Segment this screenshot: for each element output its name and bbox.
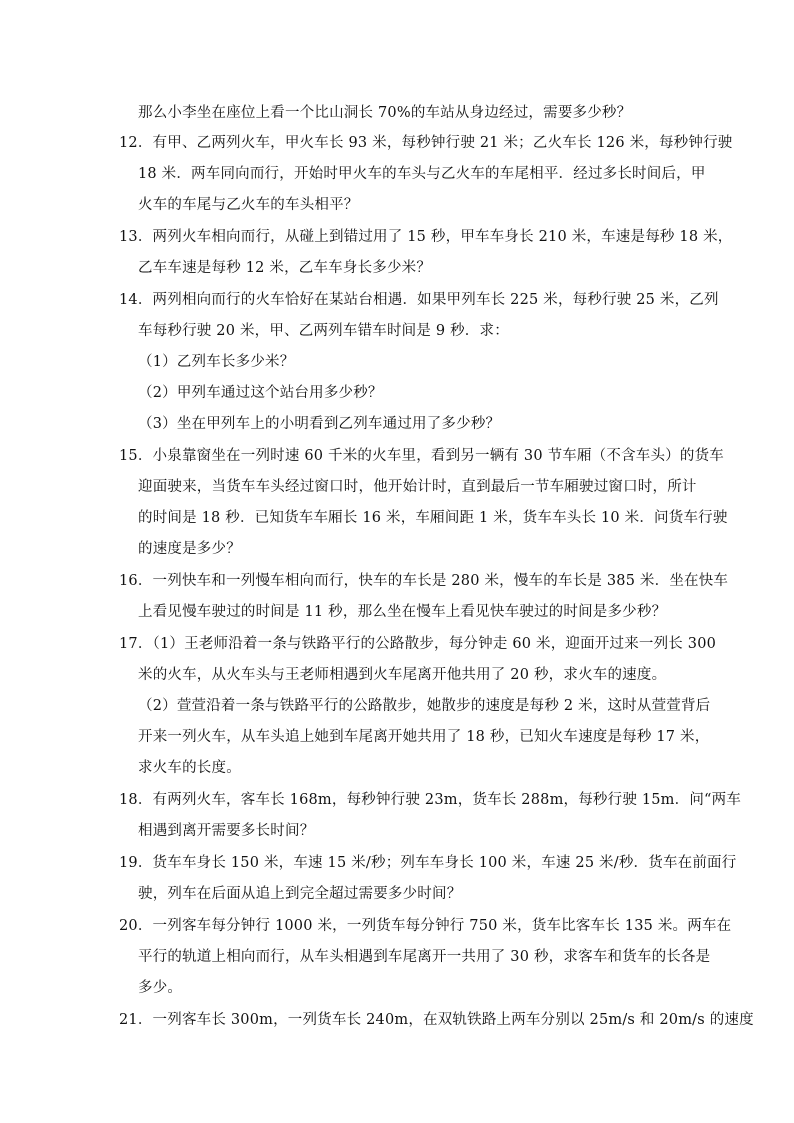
text-line: 驶，列车在后面从追上到完全超过需要多少时间？	[138, 886, 462, 902]
text-line: 车每秒行驶 20 米，甲、乙两列车错车时间是 9 秒．求：	[138, 323, 509, 339]
text-line: 米的火车，从火车头与王老师相遇到火车尾离开他共用了 20 秒，求火车的速度。	[138, 667, 667, 683]
sub-question: （2）萱萱沿着一条与铁路平行的公路散步，她散步的速度是每秒 2 米，这时从萱萱背后	[138, 698, 711, 714]
text-line: 的时间是 18 秒．已知货车车厢长 16 米，车厢间距 1 米，货车车头长 10 米．问货车行驶	[138, 510, 728, 526]
problem-17-line: 17．（1）王老师沿着一条与铁路平行的公路散步，每分钟走 60 米，迎面开过来一列长 300	[119, 636, 717, 652]
sub-question: （2）甲列车通过这个站台用多少秒？	[138, 385, 383, 401]
text-line: 那么小李坐在座位上看一个比山洞长 70%的车站从身边经过，需要多少秒？	[138, 105, 632, 121]
text-line: 的速度是多少？	[138, 541, 241, 557]
problem-12-line: 12．有甲、乙两列火车，甲火车长 93 米，每秒钟行驶 21 米；乙火车长 126 米，每秒钟行驶	[119, 135, 733, 151]
problem-13-line: 13．两列火车相向而行，从碰上到错过用了 15 秒，甲车车身长 210 米，车速是每秒 18 米，	[119, 229, 733, 245]
problem-21-line: 21．一列客车长 300m，一列货车长 240m，在双轨铁路上两车分别以 25m/s 和 20m/s 的速度	[119, 1012, 754, 1028]
text-line: 开来一列火车，从车头追上她到车尾离开她共用了 18 秒，已知火车速度是每秒 17 米，	[138, 729, 710, 745]
sub-question: （3）坐在甲列车上的小明看到乙列车通过用了多少秒？	[138, 416, 501, 432]
text-line: 求火车的长度。	[138, 760, 241, 776]
problem-18-line: 18．有两列火车，客车长 168m，每秒钟行驶 23m，货车长 288m，每秒行驶 15m．问“两车	[119, 792, 742, 808]
text-line: 平行的轨道上相向而行，从车头相遇到车尾离开一共用了 30 秒，求客车和货车的长各是	[138, 949, 711, 965]
problem-20-line: 20．一列客车每分钟行 1000 米，一列货车每分钟行 750 米，货车比客车长 135 米。两车在	[119, 918, 732, 934]
problem-15-line: 15．小泉靠窗坐在一列时速 60 千米的火车里，看到另一辆有 30 节车厢（不含车头）的货车	[119, 448, 724, 464]
text-line: 火车的车尾与乙火车的车头相平？	[138, 197, 359, 213]
text-line: 乙车车速是每秒 12 米，乙车车身长多少米？	[138, 260, 432, 276]
text-line: 多少。	[138, 980, 183, 996]
problem-16-line: 16．一列快车和一列慢车相向而行，快车的车长是 280 米，慢车的车长是 385 米．坐在快车	[119, 573, 729, 589]
problem-19-line: 19．货车车身长 150 米，车速 15 米/秒；列车车身长 100 米，车速 25 米/秒．货车在前面行	[119, 855, 737, 871]
problem-14-line: 14．两列相向而行的火车恰好在某站台相遇．如果甲列车长 225 米，每秒行驶 25 米，乙列	[119, 292, 719, 308]
text-line: 相遇到离开需要多长时间？	[138, 823, 315, 839]
text-line: 迎面驶来，当货车车头经过窗口时，他开始计时，直到最后一节车厢驶过窗口时，所计	[138, 479, 697, 495]
text-line: 上看见慢车驶过的时间是 11 秒，那么坐在慢车上看见快车驶过的时间是多少秒？	[138, 604, 667, 620]
sub-question: （1）乙列车长多少米？	[138, 354, 295, 370]
text-line: 18 米．两车同向而行，开始时甲火车的车头与乙火车的车尾相平．经过多长时间后，甲	[138, 166, 706, 182]
